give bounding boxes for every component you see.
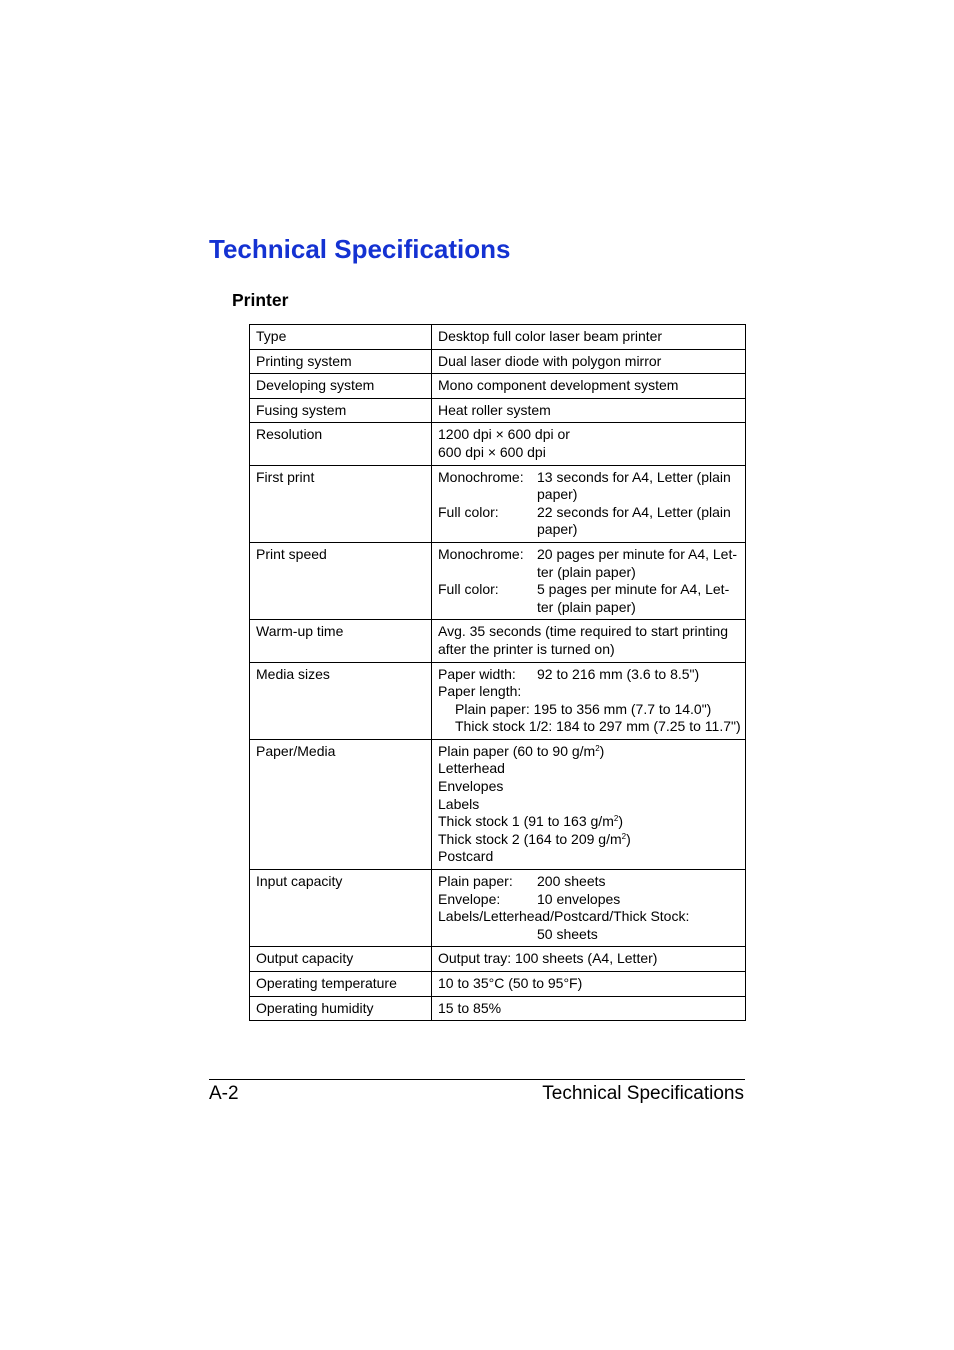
spec-value: 20 pages per minute for A4, Let-ter (plain paper) xyxy=(537,545,738,580)
spec-key: Full color: xyxy=(438,581,499,598)
row-value xyxy=(432,662,746,739)
spec-key: Full color: xyxy=(438,503,499,520)
table-row xyxy=(250,620,746,662)
spec-key: Monochrome: xyxy=(438,468,524,485)
spec-value: 92 to 216 mm (3.6 to 8.5") xyxy=(537,665,700,682)
media-item: Letterhead xyxy=(438,760,505,777)
spec-line: Thick stock 1/2: 184 to 297 mm (7.25 to 11.7") xyxy=(455,718,741,735)
media-item: Thick stock 1 (91 to 163 $g/m^2$) xyxy=(438,813,623,830)
table-row xyxy=(250,947,746,972)
page-number: A-2 xyxy=(209,1083,239,1104)
row-value: Output tray: 100 sheets (A4, Letter) xyxy=(432,947,746,972)
table-row xyxy=(250,662,746,739)
spec-value: 22 seconds for A4, Letter (plain paper) xyxy=(537,503,731,538)
row-label: Output capacity xyxy=(250,947,432,972)
media-item: Postcard xyxy=(438,848,494,865)
row-value xyxy=(432,739,746,869)
table-row xyxy=(250,325,746,350)
row-label: Warm-up time xyxy=(250,620,432,662)
spec-line: Plain paper: 195 to 356 mm (7.7 to 14.0") xyxy=(455,700,712,717)
footer-divider xyxy=(209,1079,745,1080)
row-value: Mono component development system xyxy=(432,374,746,399)
table-row xyxy=(250,542,746,619)
table-row xyxy=(250,423,746,465)
row-label: Paper/Media xyxy=(250,739,432,869)
table-row xyxy=(250,398,746,423)
spec-pair xyxy=(438,891,743,909)
row-label: Developing system xyxy=(250,374,432,399)
row-value xyxy=(432,423,746,465)
spec-value: 13 seconds for A4, Letter (plain paper) xyxy=(537,468,731,503)
spec-key: Paper width: xyxy=(438,665,516,682)
spec-key: Envelope: xyxy=(438,890,501,907)
spec-pair xyxy=(438,873,743,891)
table-row xyxy=(250,870,746,947)
row-label: Print speed xyxy=(250,542,432,619)
footer-chapter-title: Technical Specifications xyxy=(542,1083,744,1104)
row-value xyxy=(432,542,746,619)
row-value: 10 to 35°C (50 to 95°F) xyxy=(432,972,746,997)
spec-value: 50 sheets xyxy=(537,925,598,942)
media-item: Plain paper (60 to 90 $g/m^2$) xyxy=(438,742,605,759)
row-value: 15 to 85% xyxy=(432,996,746,1021)
table-row xyxy=(250,349,746,374)
row-label: Input capacity xyxy=(250,870,432,947)
row-label: Resolution xyxy=(250,423,432,465)
resolution-line: 600 dpi × 600 dpi xyxy=(438,443,546,460)
spec-pair xyxy=(438,469,743,504)
section-title: Printer xyxy=(232,290,289,310)
spec-value: 200 sheets xyxy=(537,873,606,890)
media-item: Labels xyxy=(438,795,480,812)
spec-pair xyxy=(438,504,743,539)
table-row xyxy=(250,374,746,399)
spec-value: 5 pages per minute for A4, Let-ter (plain paper) xyxy=(537,581,730,615)
media-item: Thick stock 2 (164 to 209 $g/m^2$) xyxy=(438,830,631,847)
spec-key: Labels/Letterhead/Postcard/Thick Stock: xyxy=(438,908,690,925)
spec-pair xyxy=(438,546,743,581)
spec-key: Monochrome: xyxy=(438,545,524,562)
row-value: Heat roller system xyxy=(432,398,746,423)
table-row xyxy=(250,996,746,1021)
row-value xyxy=(432,870,746,947)
row-label: Operating humidity xyxy=(250,996,432,1021)
table-row xyxy=(250,739,746,869)
row-label: Type xyxy=(250,325,432,350)
spec-table xyxy=(249,324,746,1021)
row-label: Operating temperature xyxy=(250,972,432,997)
resolution-line: 1200 dpi × 600 dpi or xyxy=(438,426,570,443)
table-row xyxy=(250,972,746,997)
row-value xyxy=(432,465,746,542)
spec-key: Paper length: xyxy=(438,683,522,700)
row-label: First print xyxy=(250,465,432,542)
table-row xyxy=(250,465,746,542)
spec-pair xyxy=(438,666,743,684)
row-value: Avg. 35 seconds (time required to start printing after the printer is turned on) xyxy=(432,620,746,662)
media-item: Envelopes xyxy=(438,778,504,795)
row-label: Fusing system xyxy=(250,398,432,423)
spec-pair xyxy=(438,581,743,616)
spec-key: Plain paper: xyxy=(438,873,513,890)
row-value: Dual laser diode with polygon mirror xyxy=(432,349,746,374)
page-title: Technical Specifications xyxy=(209,234,511,264)
row-label: Media sizes xyxy=(250,662,432,739)
row-label: Printing system xyxy=(250,349,432,374)
spec-value: 10 envelopes xyxy=(537,890,621,907)
row-value: Desktop full color laser beam printer xyxy=(432,325,746,350)
